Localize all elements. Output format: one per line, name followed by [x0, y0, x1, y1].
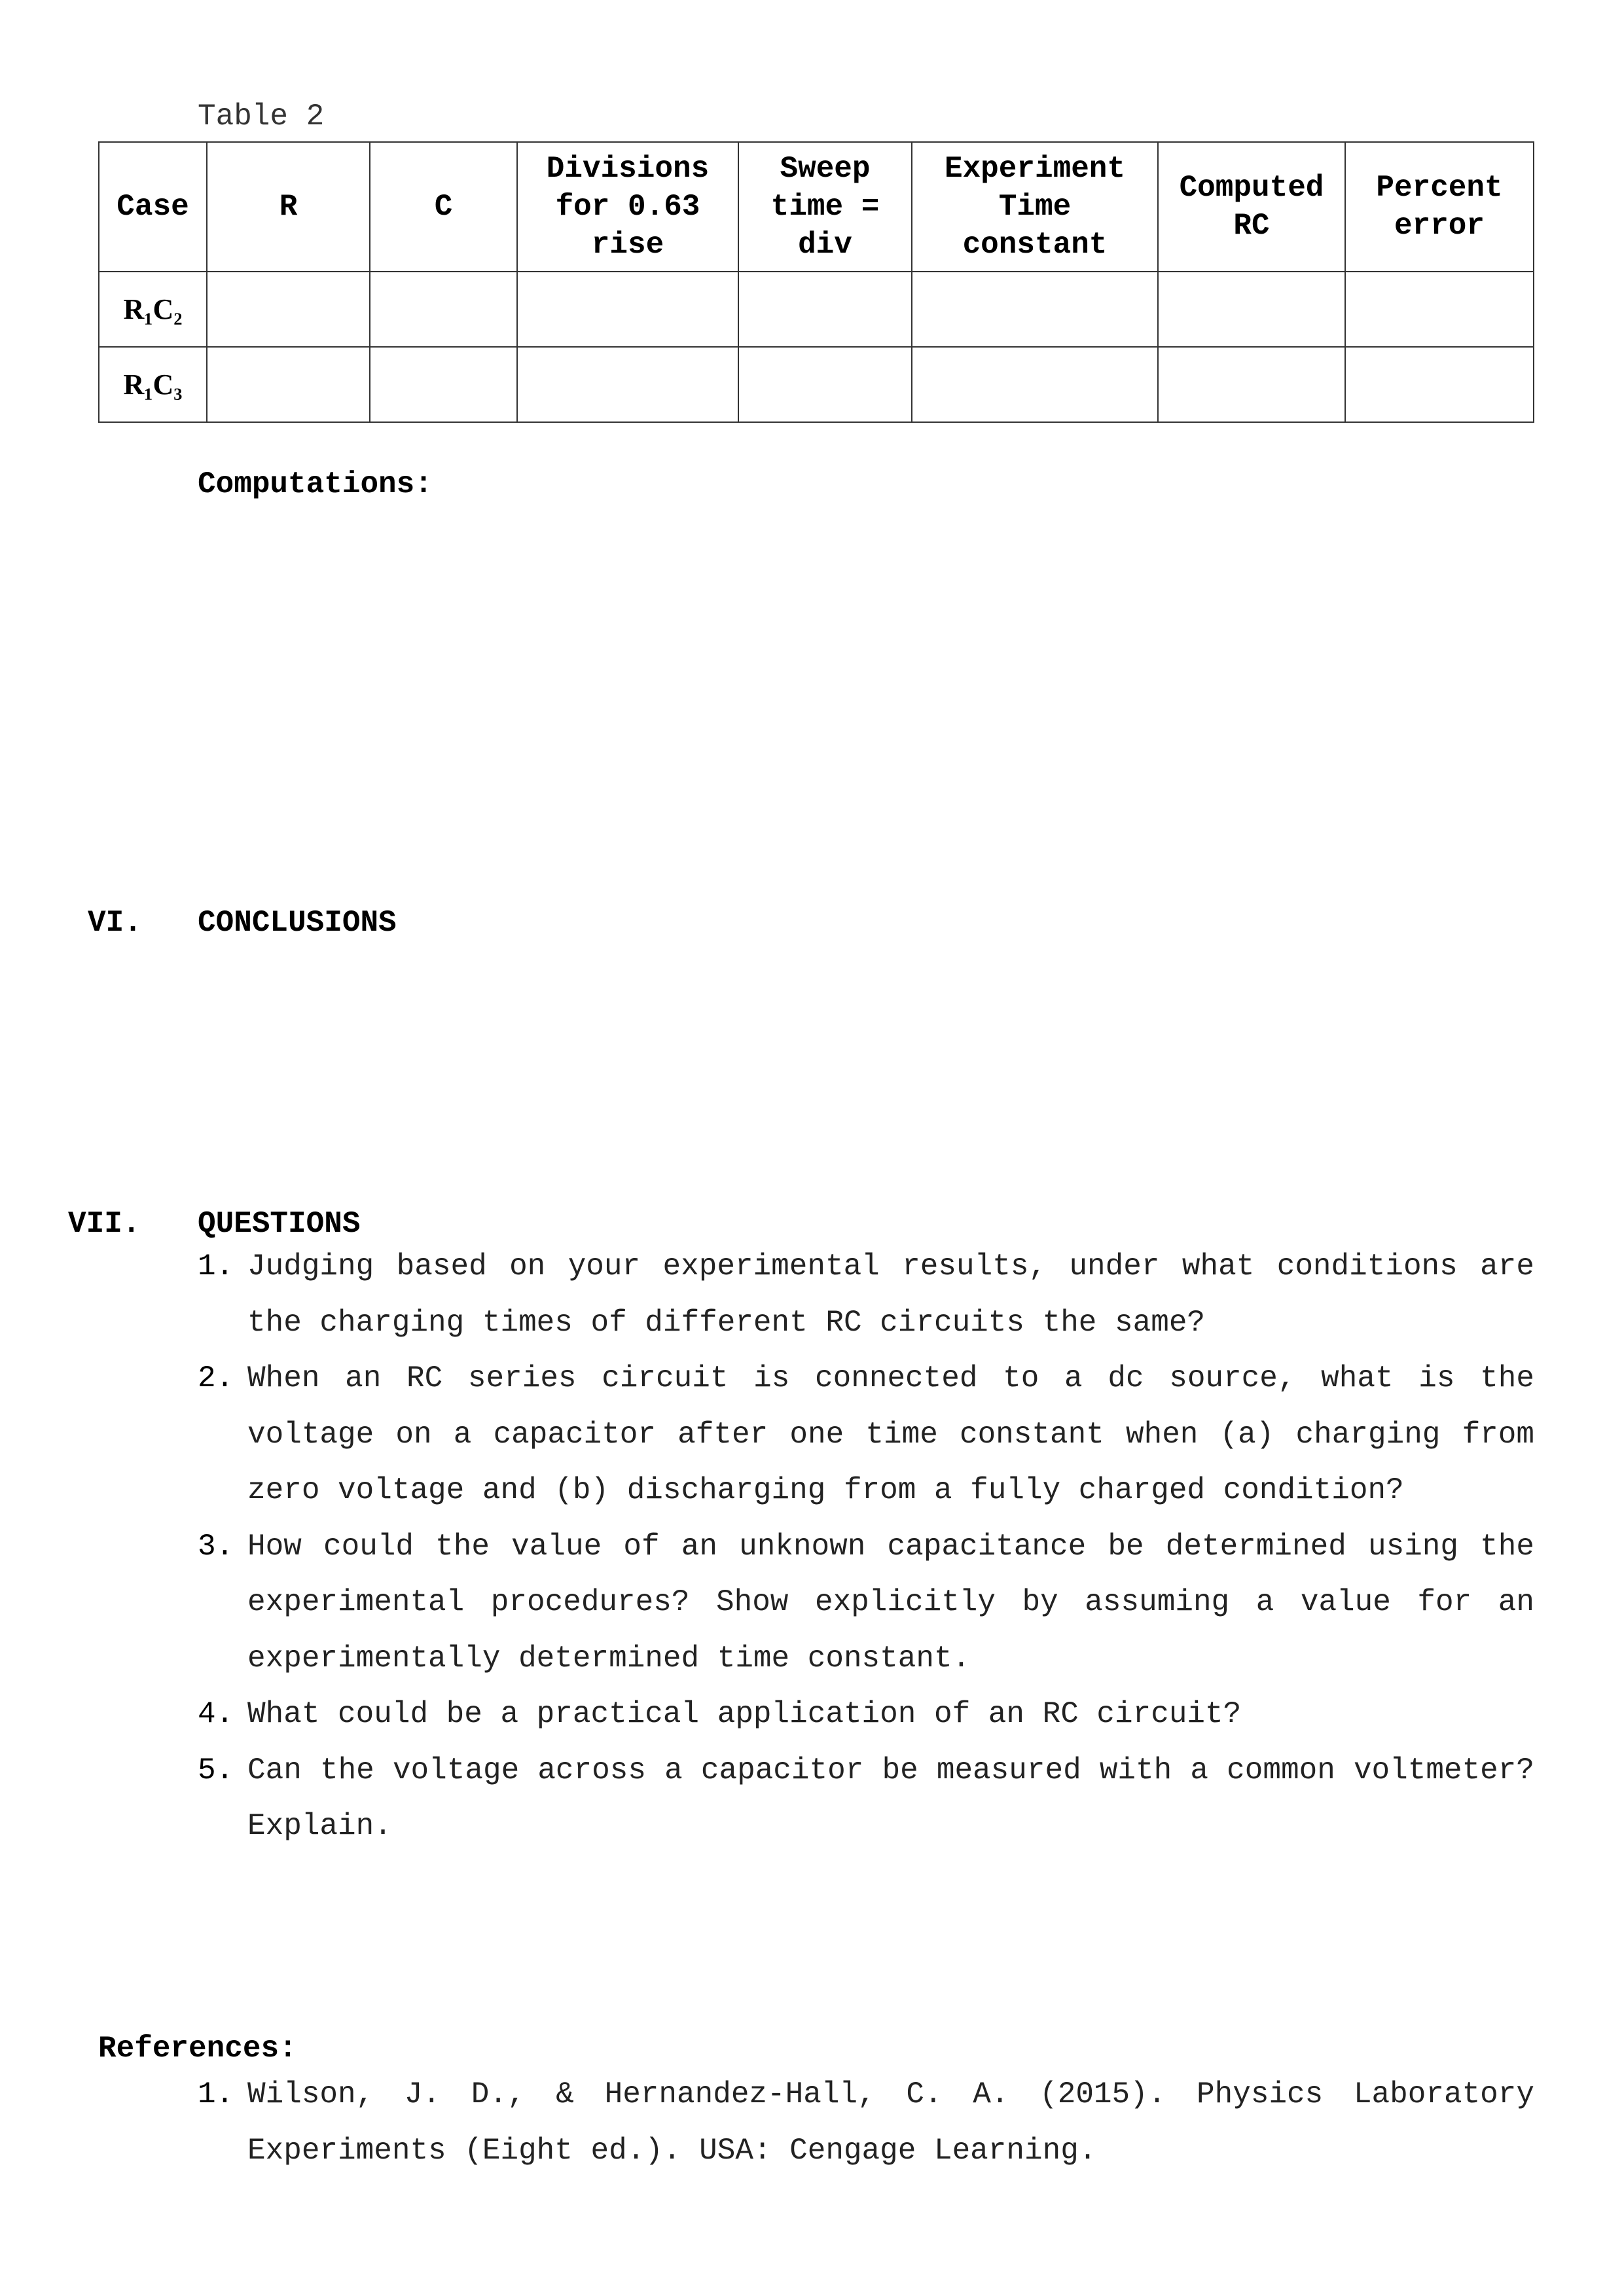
list-item	[198, 1519, 1534, 1687]
reference-text: Wilson, J. D., & Hernandez-Hall, C. A. (2015). Physics Laboratory Experiments (Eight ed.). USA: Cengage Learning.	[247, 2077, 1534, 2168]
column-header-divisions: Divisions for 0.63 rise	[517, 142, 738, 272]
question-number: 5.	[198, 1753, 234, 1787]
column-header-percent-error: Percent error	[1345, 142, 1534, 272]
error-cell	[1345, 272, 1534, 347]
column-header-c: C	[370, 142, 517, 272]
conclusions-numeral: VI.	[88, 906, 142, 940]
table-header-row	[99, 142, 1534, 272]
questions-heading: QUESTIONS	[198, 1207, 361, 1241]
list-item	[198, 1351, 1534, 1519]
table-caption: Table 2	[198, 99, 325, 134]
divisions-cell	[517, 347, 738, 422]
list-item	[198, 2067, 1534, 2179]
case-cell: R₁C₂	[99, 272, 207, 347]
r-cell	[207, 272, 370, 347]
column-header-sweep-time: Sweep time = div	[738, 142, 912, 272]
question-number: 3.	[198, 1529, 234, 1564]
list-item	[198, 1743, 1534, 1855]
question-text: When an RC series circuit is connected to a dc source, what is the voltage on a capacitor after one time constant when (a) charging from zero voltage and (b) discharging from a fully charged condition?	[247, 1361, 1534, 1507]
computations-label: Computations:	[198, 467, 433, 501]
sweep-cell	[738, 272, 912, 347]
question-text: How could the value of an unknown capacitance be determined using the experimental procedures? Show explicitly by assuming a value for an experimentally determined time constant.	[247, 1529, 1534, 1676]
list-item	[198, 1239, 1534, 1351]
questions-list	[198, 1239, 1534, 1855]
reference-number: 1.	[198, 2077, 234, 2111]
experiment-cell	[912, 347, 1158, 422]
column-header-case: Case	[99, 142, 207, 272]
list-item	[198, 1687, 1534, 1743]
c-cell	[370, 272, 517, 347]
question-number: 4.	[198, 1697, 234, 1731]
references-list	[198, 2067, 1534, 2179]
case-cell: R₁C₃	[99, 347, 207, 422]
table-row	[99, 272, 1534, 347]
question-text: Judging based on your experimental results, under what conditions are the charging times of different RC circuits the same?	[247, 1249, 1534, 1340]
conclusions-heading: CONCLUSIONS	[198, 906, 397, 940]
data-table	[98, 141, 1534, 423]
computed-cell	[1158, 347, 1345, 422]
divisions-cell	[517, 272, 738, 347]
column-header-computed-rc: Computed RC	[1158, 142, 1345, 272]
column-header-experiment-time-constant: Experiment Time constant	[912, 142, 1158, 272]
c-cell	[370, 347, 517, 422]
question-text: Can the voltage across a capacitor be measured with a common voltmeter? Explain.	[247, 1753, 1534, 1843]
r-cell	[207, 347, 370, 422]
references-heading: References:	[98, 2032, 297, 2066]
computed-cell	[1158, 272, 1345, 347]
table-row	[99, 347, 1534, 422]
experiment-cell	[912, 272, 1158, 347]
questions-numeral: VII.	[68, 1207, 141, 1241]
question-number: 2.	[198, 1361, 234, 1395]
error-cell	[1345, 347, 1534, 422]
question-text: What could be a practical application of an RC circuit?	[247, 1697, 1242, 1731]
column-header-r: R	[207, 142, 370, 272]
sweep-cell	[738, 347, 912, 422]
question-number: 1.	[198, 1249, 234, 1283]
